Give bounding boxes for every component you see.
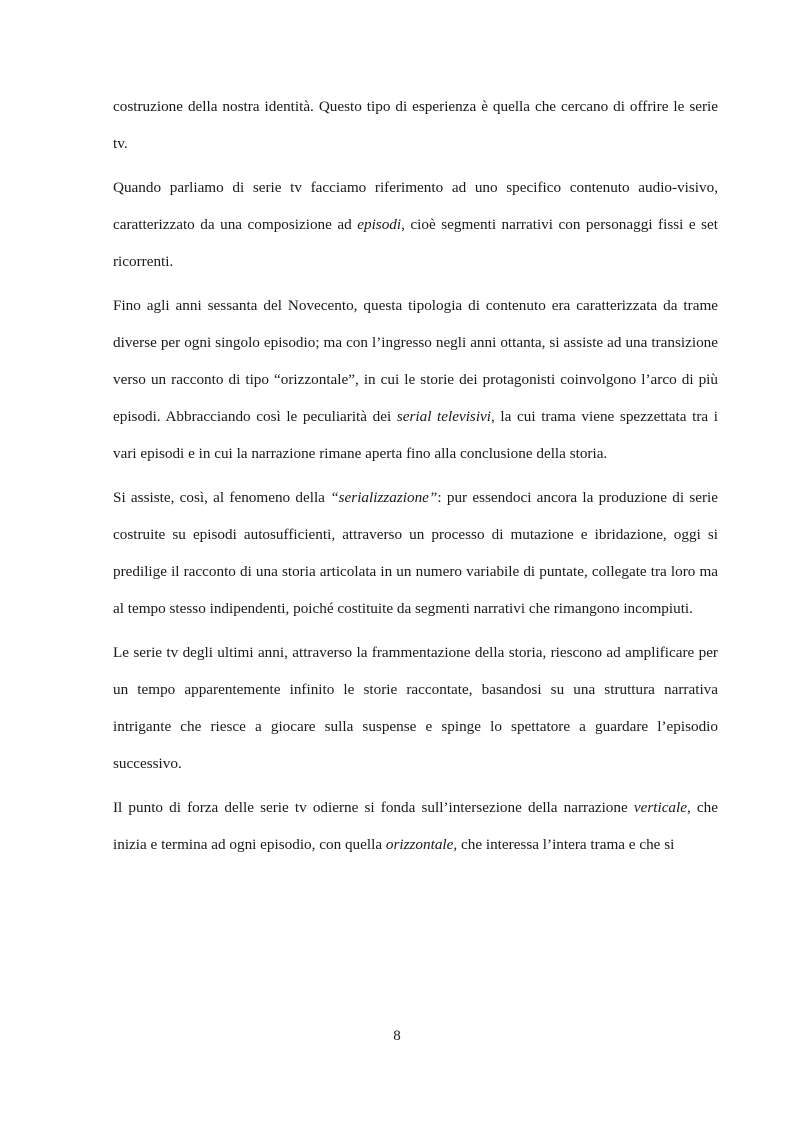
paragraph — [113, 88, 718, 162]
text-run: , la cui trama viene spezzettata tra i vari episodi e in cui la narrazione rimane aperta fino alla conclusione della storia. — [113, 408, 718, 462]
paragraph — [113, 287, 718, 472]
text-run: : pur essendoci ancora la produzione di serie costruite su episodi autosufficienti, attraverso un processo di mutazione e ibridazione, oggi si predilige il racconto di una storia articolata in un numero variabile di puntate, collegate tra loro ma al tempo stesso indipendenti, poiché costituite da segmenti narrativi che rimangono incompiuti. — [113, 489, 718, 617]
paragraph — [113, 169, 718, 280]
text-run: Fino agli anni sessanta del Novecento, questa tipologia di contenuto era caratterizzata da trame diverse per ogni singolo episodio; ma con l’ingresso negli anni ottanta, si assiste ad una transizione verso un racconto di tipo “orizzontale”, in cui le storie dei protagonisti coinvolgono l’arco di più episodi. Abbracciando così le peculiarità dei — [113, 297, 718, 425]
text-run: Quando parliamo di serie tv facciamo riferimento ad uno specifico contenuto audio-visivo, caratterizzato da una composizione ad — [113, 179, 718, 233]
text-run: Le serie tv degli ultimi anni, attraverso la frammentazione della storia, riescono ad amplificare per un tempo apparentemente infinito le storie raccontate, basandosi su una struttura narrativa intrigante che riesce a giocare sulla suspense e spinge lo spettatore a guardare l’episodio successivo. — [113, 644, 718, 772]
paragraph — [113, 634, 718, 782]
text-run: , che interessa l’intera trama e che si — [453, 836, 675, 853]
document-body — [113, 88, 718, 863]
text-run: costruzione della nostra identità. Questo tipo di esperienza è quella che cercano di offrire le serie tv. — [113, 98, 718, 152]
text-run: , cioè segmenti narrativi con personaggi fissi e set ricorrenti. — [113, 216, 718, 270]
italic-term: “serializzazione” — [330, 489, 438, 506]
paragraph — [113, 789, 718, 863]
page-number: 8 — [393, 1028, 401, 1044]
paragraph — [113, 479, 718, 627]
text-run: , che inizia e termina ad ogni episodio, con quella — [113, 799, 719, 853]
italic-term: serial televisivi — [396, 408, 492, 425]
text-run: Il punto di forza delle serie tv odierne si fonda sull’intersezione della narrazione — [113, 799, 634, 816]
text-run: Si assiste, così, al fenomeno della — [113, 489, 331, 506]
italic-term: episodi — [357, 216, 402, 233]
italic-term: verticale — [633, 799, 687, 816]
italic-term: orizzontale — [385, 836, 454, 853]
